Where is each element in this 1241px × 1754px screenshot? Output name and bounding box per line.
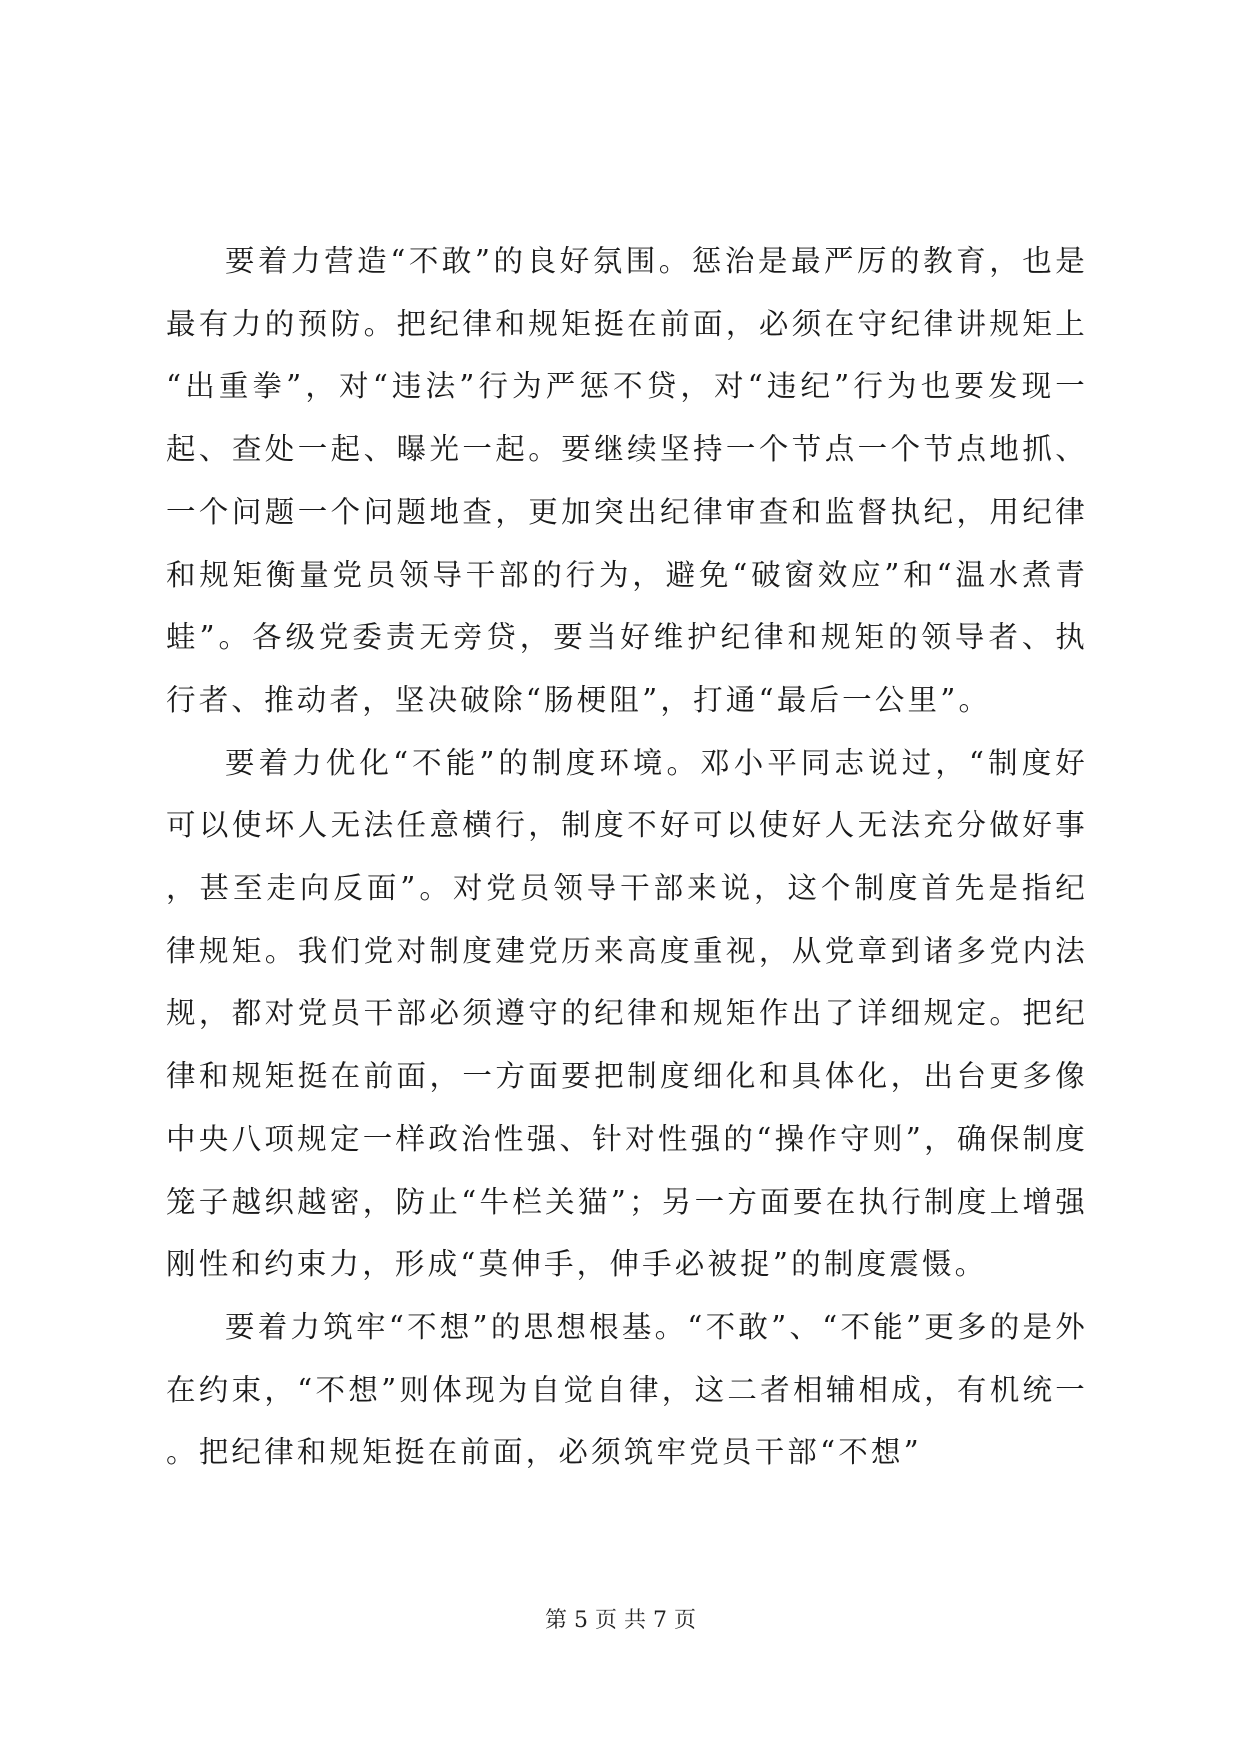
paragraph-1: 要着力营造“不敢”的良好氛围。惩治是最严厉的教育，也是最有力的预防。把纪律和规矩挺在前面，必须在守纪律讲规矩上“出重拳”，对“违法”行为严惩不贷，对“违纪”行为也要发现一起、查处一起、曝光一起。要继续坚持一个节点一个节点地抓、一个问题一个问题地查，更加突出纪律审查和监督执纪，用纪律和规矩衡量党员领导干部的行为，避免“破窗效应”和“温水煮青蛙”。各级党委责无旁贷，要当好维护纪律和规矩的领导者、执行者、推动者，坚决破除“肠梗阻”，打通“最后一公里”。 [166, 244, 1088, 717]
page-number-footer: 第 5 页 共 7 页 [545, 1608, 696, 1633]
paragraph-3: 要着力筑牢“不想”的思想根基。“不敢”、“不能”更多的是外在约束，“不想”则体现为自觉自律，这二者相辅相成，有机统一。把纪律和规矩挺在前面，必须筑牢党员干部“不想” [166, 1309, 1088, 1470]
paragraph-2: 要着力优化“不能”的制度环境。邓小平同志说过，“制度好可以使坏人无法任意横行，制度不好可以使好人无法充分做好事，甚至走向反面”。对党员领导干部来说，这个制度首先是指纪律规矩。我们党对制度建党历来高度重视，从党章到诸多党内法规，都对党员干部必须遵守的纪律和规矩作出了详细规定。把纪律和规矩挺在前面，一方面要把制度细化和具体化，出台更多像中央八项规定一样政治性强、针对性强的“操作守则”，确保制度笼子越织越密，防止“牛栏关猫”；另一方面要在执行制度上增强刚性和约束力，形成“莫伸手，伸手必被捉”的制度震慑。 [166, 745, 1088, 1282]
body-text [166, 230, 1088, 1484]
